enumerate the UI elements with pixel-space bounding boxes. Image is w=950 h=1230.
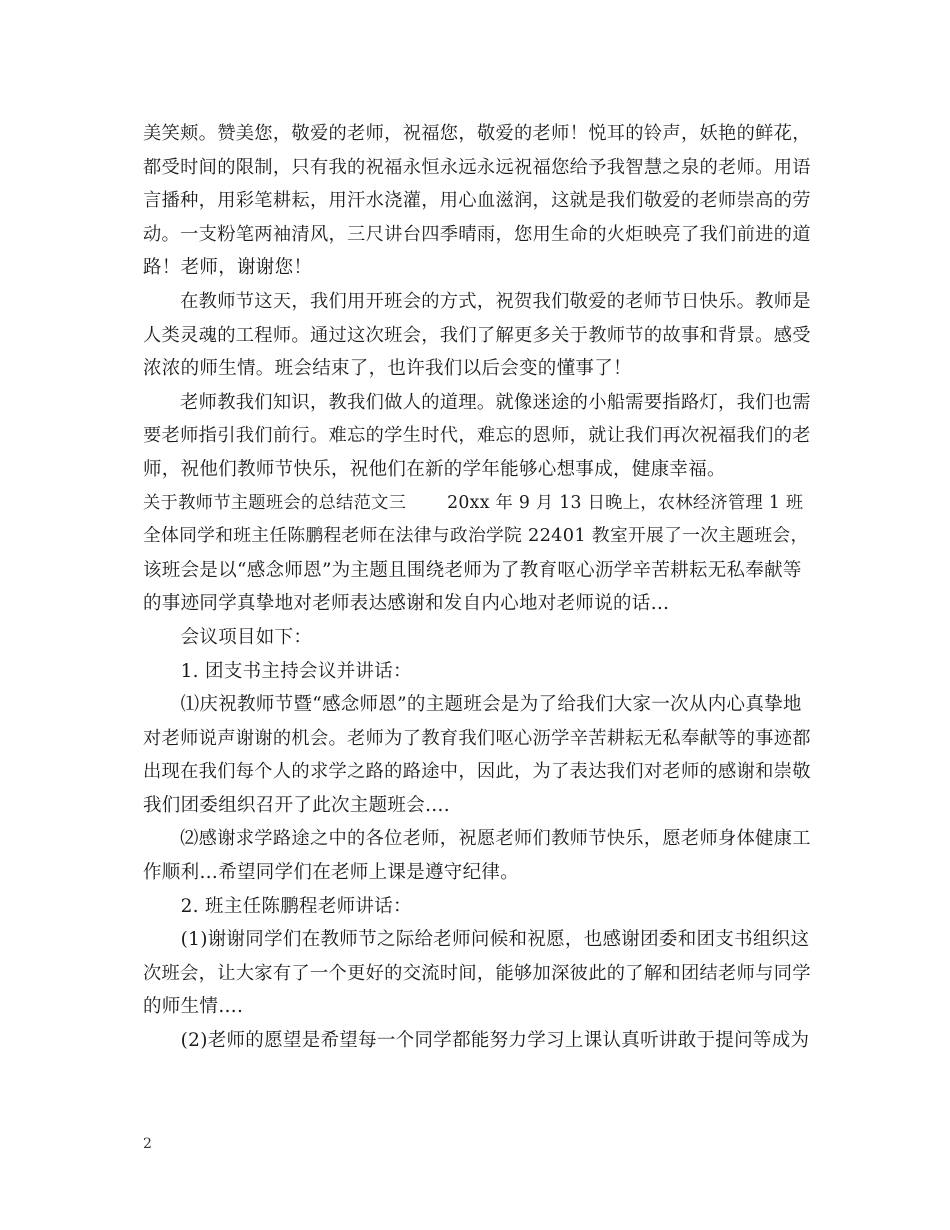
text-line: 对老师说声谢谢的机会。老师为了教育我们呕心沥学辛苦耕耘无私奉献等的事迹都 bbox=[143, 727, 811, 749]
text-line: 该班会是以“感念师恩”为主题且围绕老师为了教育呕心沥学辛苦耕耘无私奉献等 bbox=[143, 559, 802, 581]
text-line: (2)老师的愿望是希望每一个同学都能努力学习上课认真听讲敢于提问等成为 bbox=[143, 1030, 810, 1052]
text-line: 言播种，用彩笔耕耘，用汗水浇灌，用心血滋润，这就是我们敬爱的老师崇高的劳 bbox=[143, 190, 811, 212]
list-item-line: 2. 班主任陈鹏程老师讲话： bbox=[143, 895, 412, 917]
text-line: 要老师指引我们前行。难忘的学生时代，难忘的恩师，就让我们再次祝福我们的老 bbox=[143, 425, 811, 447]
text-line: 次班会，让大家有了一个更好的交流时间，能够加深彼此的了解和团结老师与同学 bbox=[143, 962, 811, 984]
text-line: ⑴庆祝教师节暨“感念师恩”的主题班会是为了给我们大家一次从内心真挚地 bbox=[143, 694, 802, 716]
text-line: 浓浓的师生情。班会结束了，也许我们以后会变的懂事了！ bbox=[143, 358, 632, 380]
text-line: 出现在我们每个人的求学之路的路途中，因此，为了表达我们对老师的感谢和崇敬 bbox=[143, 761, 811, 783]
text-line: 人类灵魂的工程师。通过这次班会，我们了解更多关于教师节的故事和背景。感受 bbox=[143, 324, 811, 346]
text-line: 都受时间的限制，只有我的祝福永恒永远永远祝福您给予我智慧之泉的老师。用语 bbox=[143, 156, 811, 178]
section-heading-line: 关于教师节主题班会的总结范文三 20xx 年 9 月 13 日晚上，农林经济管理 1 班 bbox=[143, 492, 804, 513]
text-line: 作顺利…希望同学们在老师上课是遵守纪律。 bbox=[143, 862, 520, 884]
text-line: 路！老师，谢谢您！ bbox=[143, 257, 313, 279]
page-number: 2 bbox=[143, 1136, 152, 1152]
text-line: 会议项目如下： bbox=[143, 626, 313, 648]
text-line: 的事迹同学真挚地对老师表达感谢和发自内心地对老师说的话… bbox=[143, 593, 670, 615]
text-line: 全体同学和班主任陈鹏程老师在法律与政治学院 22401 教室开展了一次主题班会， bbox=[143, 526, 809, 547]
document-body bbox=[143, 117, 811, 1058]
text-line: 动。一支粉笔两袖清风，三尺讲台四季晴雨，您用生命的火炬映亮了我们前进的道 bbox=[143, 223, 811, 245]
text-line: 师，祝他们教师节快乐，祝他们在新的学年能够心想事成，健康幸福。 bbox=[143, 458, 726, 480]
text-line: 在教师节这天，我们用开班会的方式，祝贺我们敬爱的老师节日快乐。教师是 bbox=[143, 290, 811, 312]
text-line: 老师教我们知识，教我们做人的道理。就像迷途的小船需要指路灯，我们也需 bbox=[143, 391, 811, 413]
text-line: 美笑颊。赞美您，敬爱的老师，祝福您，敬爱的老师！悦耳的铃声，妖艳的鲜花， bbox=[143, 123, 811, 144]
text-line: (1)谢谢同学们在教师节之际给老师问候和祝愿，也感谢团委和团支书组织这 bbox=[143, 929, 810, 951]
text-line: 我们团委组织召开了此次主题班会…. bbox=[143, 794, 450, 816]
text-line: ⑵感谢求学路途之中的各位老师，祝愿老师们教师节快乐，愿老师身体健康工 bbox=[143, 828, 811, 850]
text-line: 的师生情…. bbox=[143, 996, 244, 1018]
list-item-line: 1. 团支书主持会议并讲话： bbox=[143, 660, 412, 682]
